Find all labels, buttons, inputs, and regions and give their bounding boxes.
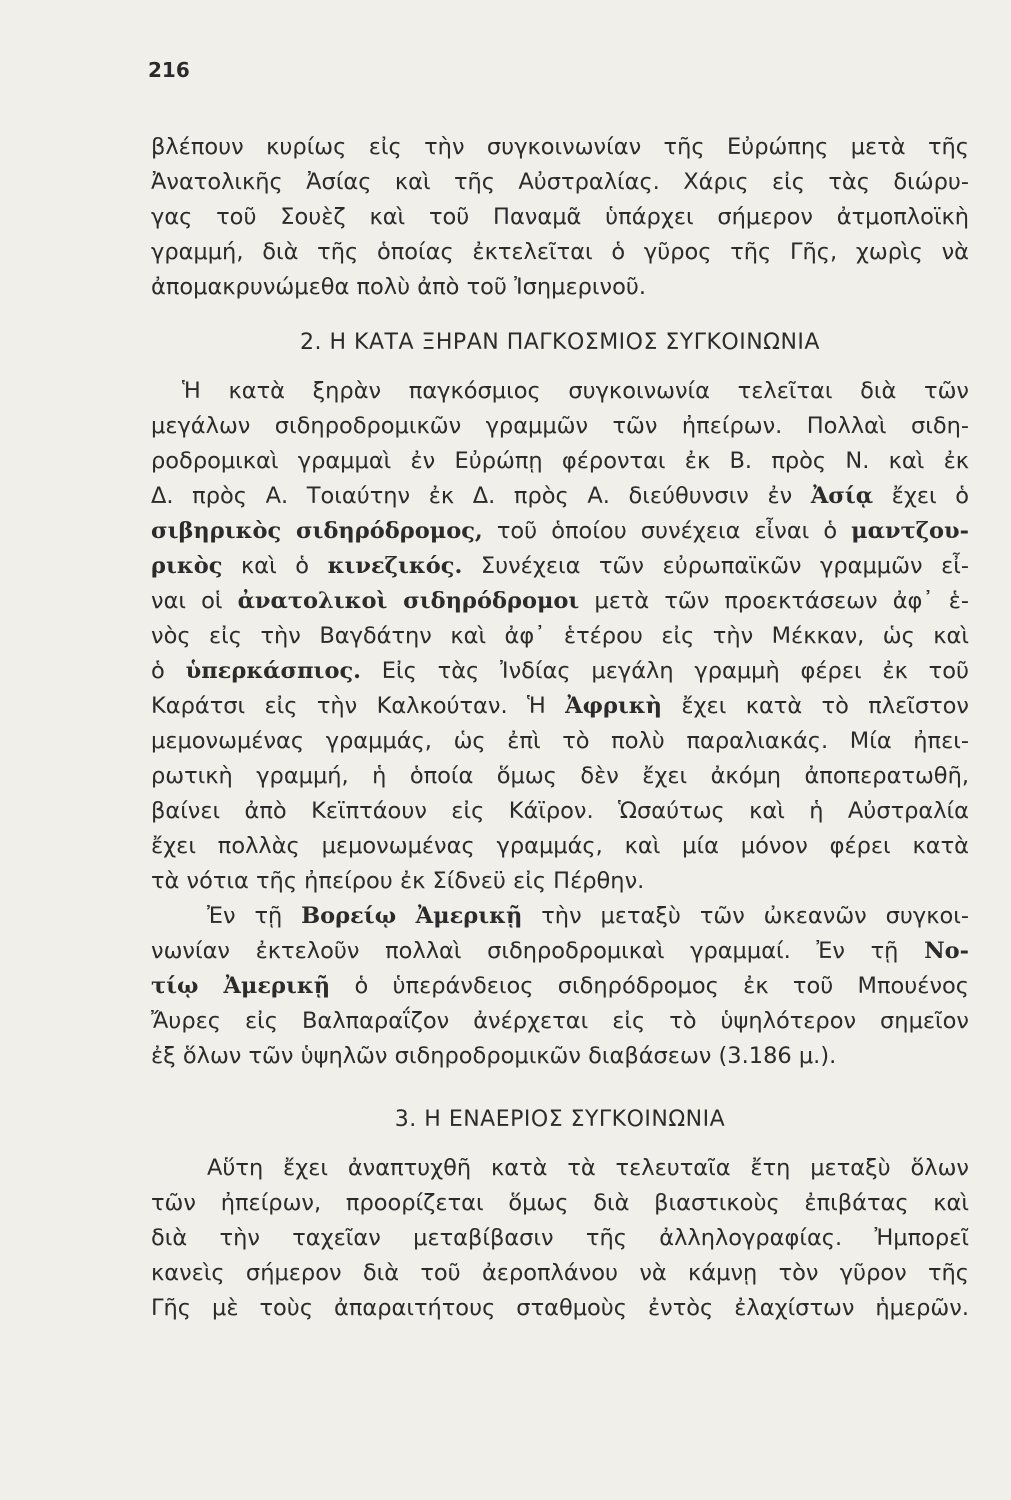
text-line: Ἄυρες εἰς Βαλπαραΐζον ἀνέρχεται εἰς τὸ ὑψηλότερον σημεῖον: [151, 1008, 969, 1034]
text-run: ναι οἱ: [151, 588, 238, 614]
text-run: ὁ: [151, 658, 186, 684]
text-run: ἔχει ὁ: [873, 483, 969, 509]
text-line: γραμμή, διὰ τῆς ὁποίας ἐκτελεῖται ὁ γῦρος τῆς Γῆς, χωρὶς νὰ: [151, 239, 969, 265]
text-line: μεγάλων σιδηροδρομικῶν γραμμῶν τῶν ἠπείρων. Πολλαὶ σιδη-: [151, 413, 969, 439]
text-line: γας τοῦ Σουὲζ καὶ τοῦ Παναμᾶ ὑπάρχει σήμερον ἀτμοπλοϊκὴ: [151, 204, 969, 230]
text-line: [151, 971, 969, 1001]
bold-term: κινεζικός.: [327, 553, 463, 579]
page-number: 216: [148, 58, 190, 82]
text-run: καὶ ὁ: [222, 553, 328, 579]
bold-term: ρικὸς: [151, 553, 223, 579]
bold-term: Ἀφρικὴ: [565, 693, 663, 719]
text-line: [151, 586, 969, 616]
text-line: διὰ τὴν ταχεῖαν μεταβίβασιν τῆς ἀλληλογραφίας. Ἠμπορεῖ: [151, 1225, 969, 1251]
bold-term: Βορείῳ Ἀμερικῇ: [301, 903, 523, 929]
text-line: [151, 656, 969, 686]
text-run: Συνέχεια τῶν εὐρωπαϊκῶν γραμμῶν εἶ-: [462, 553, 969, 579]
text-run: μετὰ τῶν προεκτάσεων ἀφ᾽ ἑ-: [579, 588, 969, 614]
text-line: ρωτικὴ γραμμή, ἡ ὁποία ὅμως δὲν ἔχει ἀκόμη ἀποπερατωθῆ,: [151, 763, 969, 789]
text-line: [151, 516, 969, 546]
text-line: κανεὶς σήμερον διὰ τοῦ ἀεροπλάνου νὰ κάμνῃ τὸν γῦρον τῆς: [151, 1260, 969, 1286]
text-line: τὰ νότια τῆς ἠπείρου ἐκ Σίδνεϋ εἰς Πέρθην.: [151, 868, 645, 894]
text-run: Ἐν τῇ: [207, 903, 302, 929]
section-heading-3: 3. Η ΕΝΑΕΡΙΟΣ ΣΥΓΚΟΙΝΩΝΙΑ: [394, 1107, 726, 1132]
text-line: βαίνει ἀπὸ Κεϊπτάουν εἰς Κάϊρον. Ὡσαύτως καὶ ἡ Αὐστραλία: [151, 798, 969, 824]
bold-term: ἀνατολικοὶ σιδηρόδρομοι: [237, 588, 580, 614]
bold-term: μαντζου-: [851, 518, 969, 544]
text-line: [151, 481, 969, 511]
text-line: ροδρομικαὶ γραμμαὶ ἐν Εὐρώπῃ φέρονται ἐκ Β. πρὸς Ν. καὶ ἐκ: [151, 448, 969, 474]
text-line: [207, 901, 969, 931]
text-run: τοῦ ὁποίου συνέχεια εἶναι ὁ: [482, 518, 852, 544]
text-run: Δ. πρὸς Α. Τοιαύτην ἐκ Δ. πρὸς Α. διεύθυνσιν ἐν: [151, 483, 811, 509]
text-line: ἔχει πολλὰς μεμονωμένας γραμμάς, καὶ μία μόνον φέρει κατὰ: [151, 833, 969, 859]
bold-term: Ἀσίᾳ: [810, 483, 874, 509]
section-heading-2: 2. Η ΚΑΤΑ ΞΗΡΑΝ ΠΑΓΚΟΣΜΙΟΣ ΣΥΓΚΟΙΝΩΝΙΑ: [300, 330, 820, 355]
text-line: Ἡ κατὰ ξηρὰν παγκόσμιος συγκοινωνία τελεῖται διὰ τῶν: [182, 378, 969, 404]
text-run: Εἰς τὰς Ἰνδίας μεγάλη γραμμὴ φέρει ἐκ τοῦ: [360, 658, 970, 684]
text-run: νωνίαν ἐκτελοῦν πολλαὶ σιδηροδρομικαὶ γραμμαί. Ἐν τῇ: [151, 938, 925, 964]
text-run: τὴν μεταξὺ τῶν ὠκεανῶν συγκοι-: [522, 903, 969, 929]
text-run: ἔχει κατὰ τὸ πλεῖστον: [662, 693, 969, 719]
bold-term: τίῳ Ἀμερικῇ: [151, 973, 331, 999]
text-line: Γῆς μὲ τοὺς ἀπαραιτήτους σταθμοὺς ἐντὸς ἐλαχίστων ἡμερῶν.: [151, 1295, 969, 1321]
bold-term: ὑπερκάσπιος.: [185, 658, 361, 684]
text-run: Καράτσι εἰς τὴν Καλκούταν. Ἡ: [151, 693, 566, 719]
text-run: ὁ ὑπεράνδειος σιδηρόδρομος ἐκ τοῦ Μπουένος: [330, 973, 969, 999]
text-line: ἐξ ὅλων τῶν ὑψηλῶν σιδηροδρομικῶν διαβάσεων (3.186 μ.).: [151, 1043, 837, 1069]
text-line: [151, 936, 969, 966]
bold-term: Νο-: [924, 938, 969, 964]
text-line: τῶν ἠπείρων, προορίζεται ὅμως διὰ βιαστικοὺς ἐπιβάτας καὶ: [151, 1190, 969, 1216]
text-line: [151, 551, 969, 581]
text-line: ἀπομακρυνώμεθα πολὺ ἀπὸ τοῦ Ἰσημερινοῦ.: [151, 274, 647, 300]
bold-term: σιβηρικὸς σιδηρόδρομος,: [151, 518, 483, 544]
text-line: Αὕτη ἔχει ἀναπτυχθῆ κατὰ τὰ τελευταῖα ἔτη μεταξὺ ὅλων: [207, 1155, 969, 1181]
text-line: νὸς εἰς τὴν Βαγδάτην καὶ ἀφ᾽ ἑτέρου εἰς τὴν Μέκκαν, ὡς καὶ: [151, 623, 969, 649]
text-line: [151, 691, 969, 721]
text-line: βλέπουν κυρίως εἰς τὴν συγκοινωνίαν τῆς Εὐρώπης μετὰ τῆς: [151, 134, 969, 160]
text-line: μεμονωμένας γραμμάς, ὡς ἐπὶ τὸ πολὺ παραλιακάς. Μία ἠπει-: [151, 728, 969, 754]
text-line: Ἀνατολικῆς Ἀσίας καὶ τῆς Αὐστραλίας. Χάρις εἰς τὰς διώρυ-: [151, 169, 969, 195]
